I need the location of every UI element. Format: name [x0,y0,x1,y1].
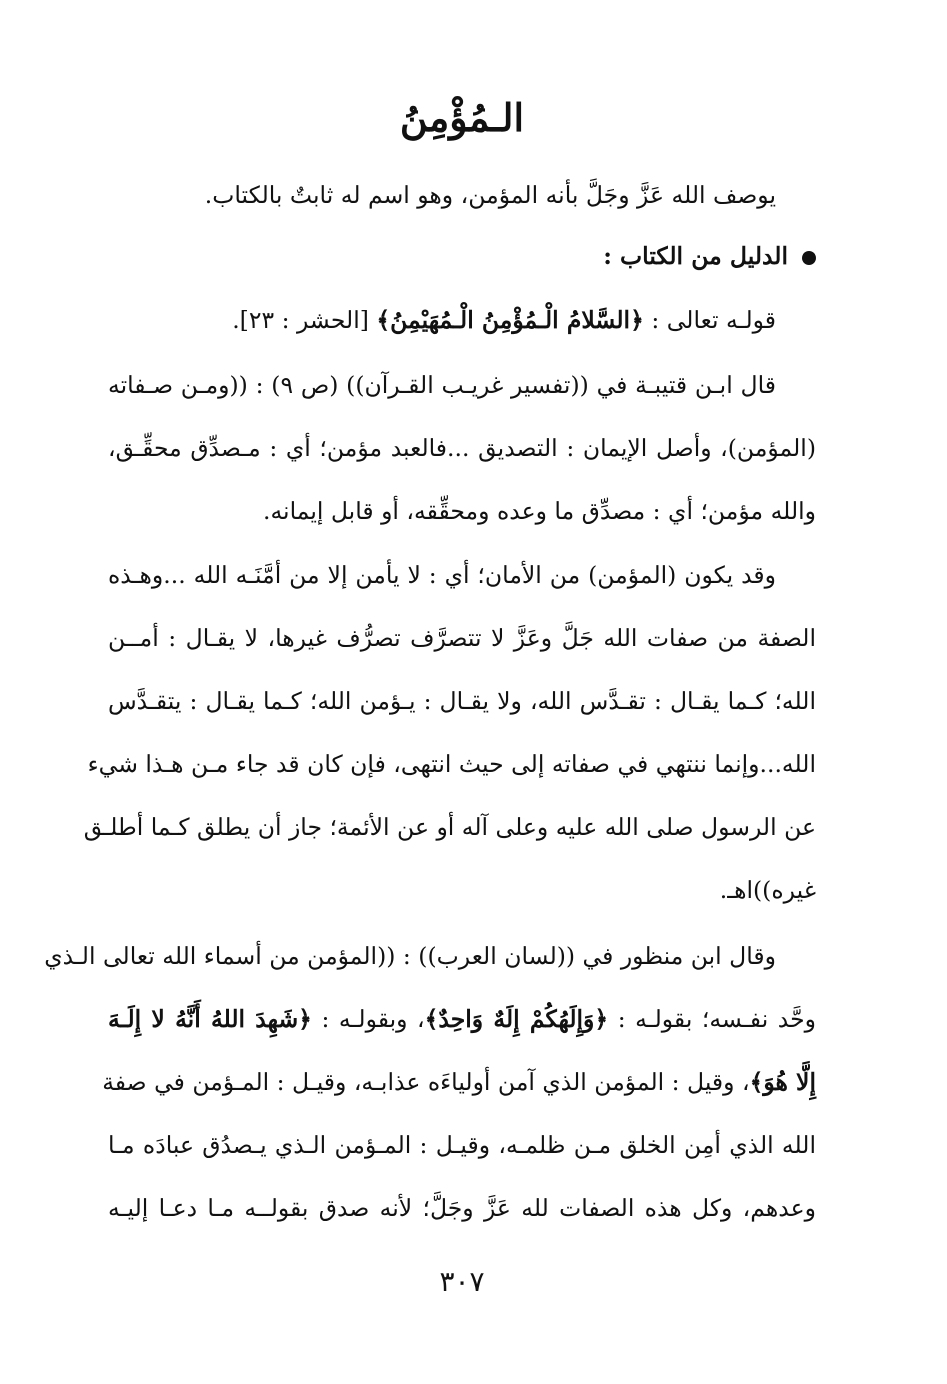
verse-reference: [الحشر : ٢٣]. [232,306,377,334]
quran-verse: ﴿وَإِلَهُكُمْ إِلَهٌ وَاحِدٌ﴾ [424,1005,609,1033]
paragraph-line: والله مؤمن؛ أي : مصدِّق ما وعده ومحقِّقه، أو قابل إيمانه. [262,497,816,525]
paragraph-line: الله الذي أمِن الخلق مـن ظلمـه، وقيـل : المـؤمن الـذي يـصدُق عبادَه مـا [108,1131,816,1159]
quran-verse: إِلَّا هُوَ﴾ [749,1068,816,1096]
paragraph-line: الصفة من صفات الله جَلَّ وعَزَّ لا تتصرَّف تصرُّف غيرها، لا يقـال : أمــن [108,624,816,652]
bullet-icon [802,251,816,265]
page [44,0,816,1384]
section-heading [108,236,816,276]
paragraph-line [108,999,816,1039]
paragraph-line: وعدهم، وكل هذه الصفات لله عَزَّ وجَلَّ؛ لأنه صدق بقولــه مـا دعـا إليـه [108,1194,816,1222]
section-heading-text: الدليل من الكتاب : [603,242,788,270]
page-number: ٣٠٧ [439,1265,485,1298]
quran-verse: ﴿السَّلامُ الْـمُؤْمِنُ الْـمُهَيْمِنُ﴾ [376,306,644,334]
paragraph-line: الله؛ كـما يقـال : تقـدَّس الله، ولا يقـال : يـؤمن الله؛ كـما يقـال : يتقـدَّس [108,687,816,715]
page-title: الـمُؤْمِنُ [399,95,525,140]
quran-verse: ﴿شَهِدَ اللهُ أَنَّهُ لا إِلَـهَ [108,1005,312,1033]
intro-line: يوصف الله عَزَّ وجَلَّ بأنه المؤمن، وهو اسم له ثابتٌ بالكتاب. [204,181,776,209]
paragraph-line: الله...وإنما ننتهي في صفاته إلى حيث انتهى، فإن كان قد جاء مـن هـذا شيء [87,750,816,778]
paragraph-line: عن الرسول صلى الله عليه وعلى آله أو عن الأئمة؛ جاز أن يطلق كـما أطلـق [83,813,816,841]
text-fragment: ، وقيل : المؤمن الذي آمن أولياءَه عذابـه، وقيـل : المـؤمن في صفة [102,1068,750,1096]
text-fragment: ، وبقولـه : [311,1005,425,1033]
paragraph-line [102,1062,816,1102]
paragraph-line: وقد يكون (المؤمن) من الأمان؛ أي : لا يأمن إلا من أمَّنَـه الله ...وهـذه [108,561,776,589]
paragraph-line: غيره))اهـ. [719,876,816,904]
paragraph-line: قال ابـن قتيبـة في ((تفسير غريـب القـرآن)) (ص ٩) : ((ومـن صـفاته [108,371,776,399]
verse-intro: قولـه تعالى : [643,306,776,334]
verse-line [108,300,816,340]
text-fragment: وحَّد نفـسه؛ بقولـه : [608,1005,816,1033]
paragraph-line: (المؤمن)، وأصل الإيمان : التصديق ...فالعبد مؤمن؛ أي : مـصدِّق محقِّـق، [108,434,816,462]
paragraph-line: وقال ابن منظور في ((لسان العرب)) : ((المؤمن من أسماء الله تعالى الـذي [44,942,776,970]
